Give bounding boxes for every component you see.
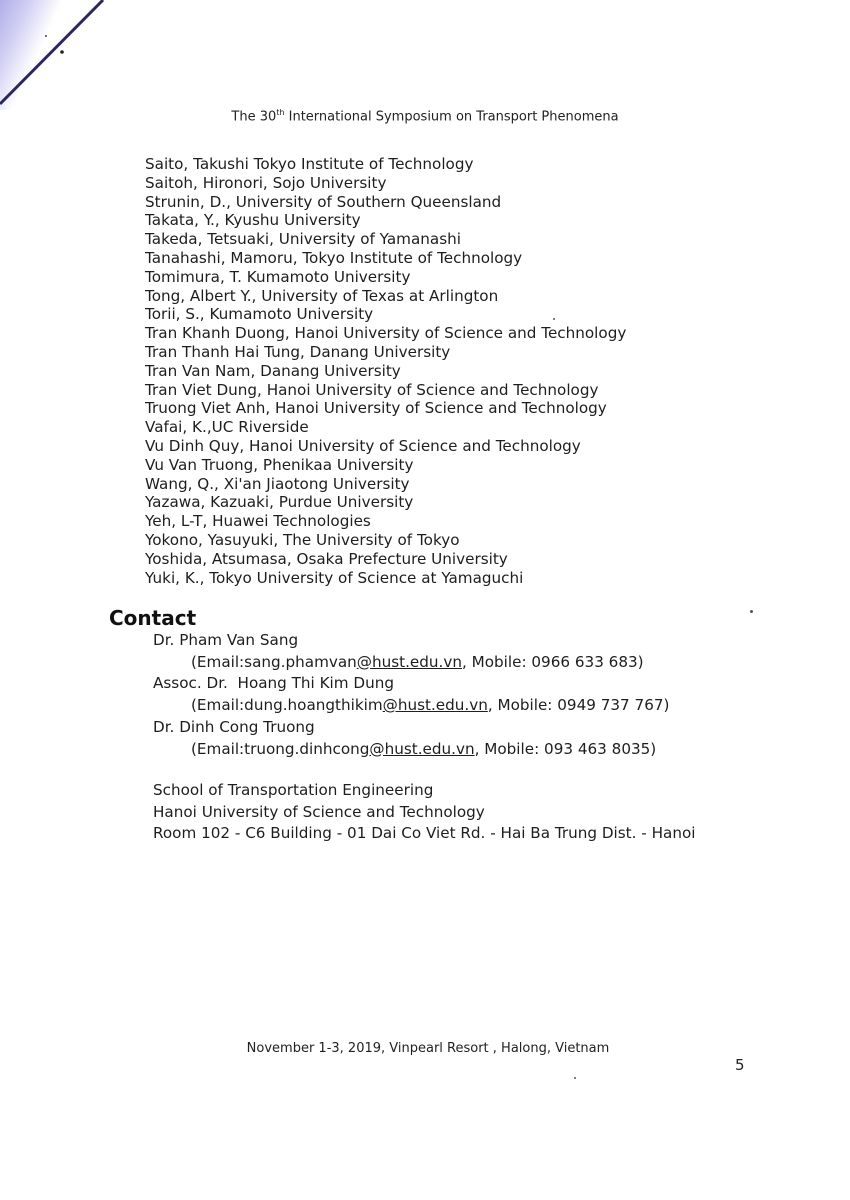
page-header	[0, 108, 850, 124]
contact-name: Assoc. Dr. Hoang Thi Kim Dung	[153, 674, 394, 693]
participant-list	[145, 155, 626, 587]
header-prefix: The 30	[231, 109, 277, 125]
participant-item: Saito, Takushi Tokyo Institute of Technology	[145, 155, 474, 173]
contact-info	[153, 739, 669, 761]
participant-item: Vu Van Truong, Phenikaa University	[145, 455, 414, 474]
scan-speck	[574, 1077, 576, 1079]
contact-mobile: , Mobile: 093 463 8035)	[474, 739, 657, 758]
participant-item: Tong, Albert Y., University of Texas at Arlington	[145, 286, 499, 305]
participant-item: Takeda, Tetsuaki, University of Yamanashi	[145, 230, 461, 249]
address-line: Room 102 - C6 Building - 01 Dai Co Viet Rd. - Hai Ba Trung Dist. - Hanoi	[153, 824, 696, 843]
contact-email-prefix: (Email:truong.dinhcong	[191, 739, 370, 758]
participant-item: Yuki, K., Tokyo University of Science at Yamaguchi	[145, 568, 524, 587]
contact-email-prefix: (Email:sang.phamvan	[191, 652, 357, 671]
page-number: 5	[735, 1056, 745, 1074]
participant-item: Yokono, Yasuyuki, The University of Tokyo	[145, 530, 460, 549]
participant-item: Tomimura, T. Kumamoto University	[145, 267, 411, 286]
contact-info	[153, 695, 669, 717]
participant-item: Tran Van Nam, Danang University	[145, 361, 401, 380]
contact-name: Dr. Pham Van Sang	[153, 631, 299, 649]
participant-item: Torii, S., Kumamoto University	[145, 305, 374, 324]
contact-email-prefix: (Email:dung.hoangthikim	[191, 696, 383, 715]
contact-info	[153, 652, 669, 674]
participant-item: Tran Thanh Hai Tung, Danang University	[145, 342, 451, 361]
participant-item: Saitoh, Hironori, Sojo University	[145, 173, 387, 192]
scan-artifact	[0, 0, 110, 110]
address-line: Hanoi University of Science and Technology	[153, 802, 485, 821]
contact-mobile: , Mobile: 0949 737 767)	[487, 696, 670, 715]
page-footer: November 1-3, 2019, Vinpearl Resort , Halong, Vietnam	[246, 1041, 610, 1056]
contact-email-link[interactable]: @hust.edu.vn	[356, 652, 462, 671]
participant-item: Yazawa, Kazuaki, Purdue University	[145, 493, 414, 512]
participant-item: Yoshida, Atsumasa, Osaka Prefecture University	[145, 549, 508, 568]
contact-heading: Contact	[109, 606, 197, 630]
contact-mobile: , Mobile: 0966 633 683)	[461, 652, 644, 671]
participant-item: Tran Viet Dung, Hanoi University of Science and Technology	[145, 380, 599, 399]
scan-speck	[553, 318, 555, 320]
participant-item: Yeh, L-T, Huawei Technologies	[145, 512, 371, 531]
participant-item: Vu Dinh Quy, Hanoi University of Science and Technology	[145, 436, 581, 455]
contact-email-link[interactable]: @hust.edu.vn	[382, 696, 488, 715]
contact-list	[153, 630, 669, 760]
contact-address	[153, 780, 695, 845]
contact-email-link[interactable]: @hust.edu.vn	[369, 739, 475, 758]
participant-item: Wang, Q., Xi'an Jiaotong University	[145, 474, 410, 493]
participant-item: Tanahashi, Mamoru, Tokyo Institute of Technology	[145, 248, 523, 267]
header-superscript: th	[276, 108, 285, 117]
participant-item: Tran Khanh Duong, Hanoi University of Science and Technology	[145, 324, 627, 343]
address-line: School of Transportation Engineering	[153, 781, 434, 799]
participant-item: Strunin, D., University of Southern Queensland	[145, 192, 502, 211]
contact-name: Dr. Dinh Cong Truong	[153, 717, 315, 736]
header-suffix: International Symposium on Transport Phenomena	[284, 109, 619, 125]
participant-item: Truong Viet Anh, Hanoi University of Science and Technology	[145, 399, 607, 418]
scan-speck	[750, 610, 753, 613]
participant-item: Takata, Y., Kyushu University	[145, 211, 361, 230]
scan-edge-line	[0, 0, 110, 110]
participant-item: Vafai, K.,UC Riverside	[145, 418, 309, 437]
